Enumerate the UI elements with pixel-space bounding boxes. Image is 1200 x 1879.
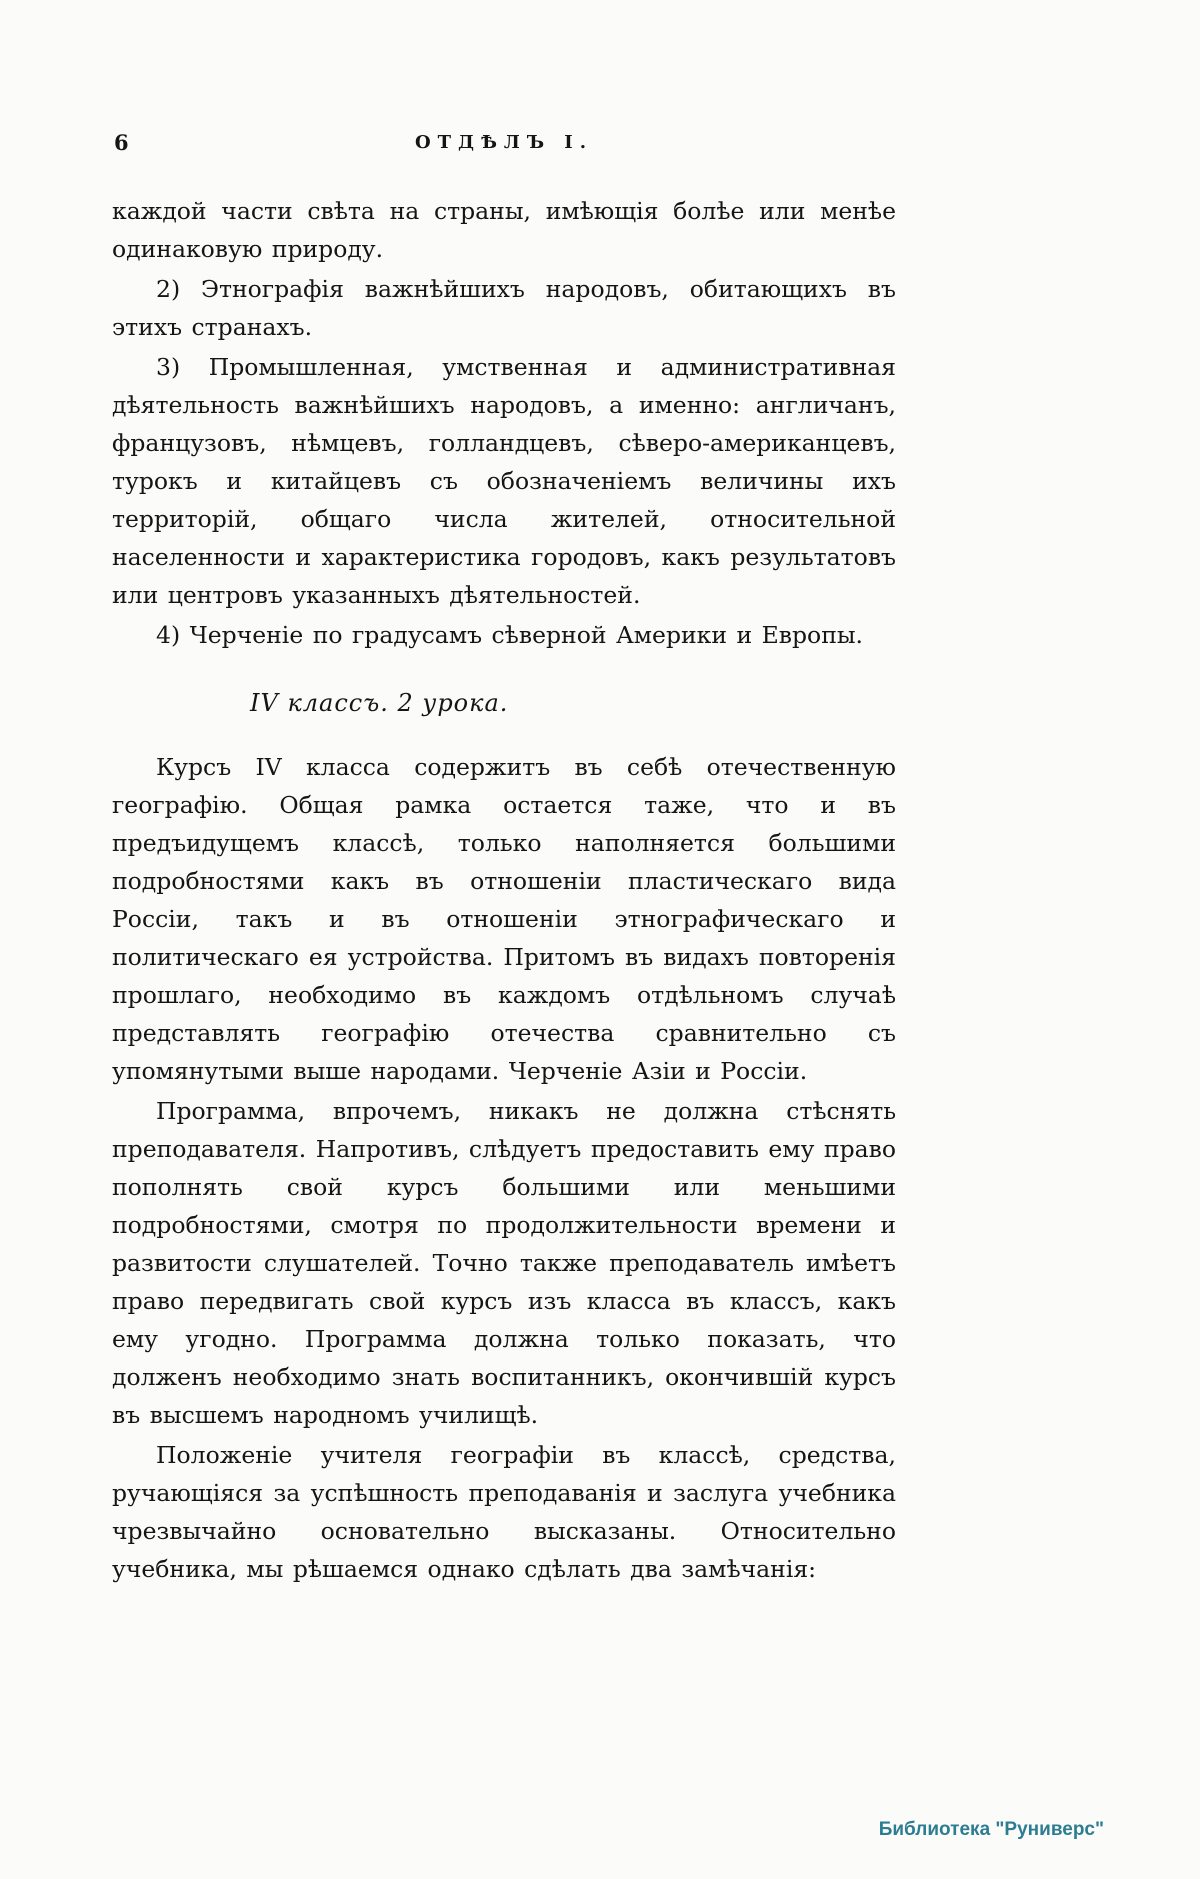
body-text-column bbox=[112, 192, 896, 1590]
paragraph-program-note: Программа, впрочемъ, никакъ не должна стѣснять преподавателя. Напротивъ, слѣдуетъ предоставить ему право пополнять свой курсъ большими или меньшими подробностями, смотря по продолжительности времени и развитости слушателей. Точно также преподаватель имѣетъ право передвигать свой курсъ изъ класса въ классъ, какъ ему угодно. Программа должна только показать, что долженъ необходимо знать воспитанникъ, окончившій курсъ въ высшемъ народномъ училищѣ. bbox=[112, 1097, 896, 1429]
section-header: ОТДѢЛЪ I. bbox=[414, 132, 593, 153]
page-footer bbox=[879, 1819, 1104, 1841]
list-item-3: 3) Промышленная, умственная и административная дѣятельность важнѣйшихъ народовъ, а именно: англичанъ, французовъ, нѣмцевъ, голландцевъ, сѣверо-американцевъ, турокъ и китайцевъ съ обозначеніемъ величины ихъ территорій, общаго числа жителей, относительной населенности и характеристика городовъ, какъ результатовъ или центровъ указанныхъ дѣятельностей. bbox=[112, 353, 896, 609]
page-number: 6 bbox=[114, 130, 130, 155]
list-item-4: 4) Черченіе по градусамъ сѣверной Америки и Европы. bbox=[156, 621, 864, 649]
paragraph-course-description: Курсъ IV класса содержитъ въ себѣ отечественную географію. Общая рамка остается таже, что и въ предъидущемъ классѣ, только наполняется большими подробностями какъ въ отношеніи пластическаго вида Россіи, такъ и въ отношеніи этнографическаго и политическаго ея устройства. Притомъ въ видахъ повторенія прошлаго, необходимо въ каждомъ отдѣльномъ случаѣ представлять географію отечества сравнительно съ упомянутыми выше народами. Черченіе Азіи и Россіи. bbox=[112, 753, 896, 1085]
page-header bbox=[112, 130, 896, 160]
paragraph-continuation: каждой части свѣта на страны, имѣющія болѣе или менѣе одинаковую природу. bbox=[112, 197, 896, 263]
paragraph-teacher-position: Положеніе учителя географіи въ классѣ, средства, ручающіяся за успѣшность преподаванія и заслуга учебника чрезвычайно основательно высказаны. Относительно учебника, мы рѣшаемся однако сдѣлать два замѣчанія: bbox=[112, 1441, 896, 1583]
list-item-2: 2) Этнографія важнѣйшихъ народовъ, обитающихъ въ этихъ странахъ. bbox=[112, 275, 896, 341]
library-watermark: Библиотека "Руниверс" bbox=[878, 1819, 1104, 1840]
lesson-heading: IV классъ. 2 урока. bbox=[250, 689, 509, 717]
